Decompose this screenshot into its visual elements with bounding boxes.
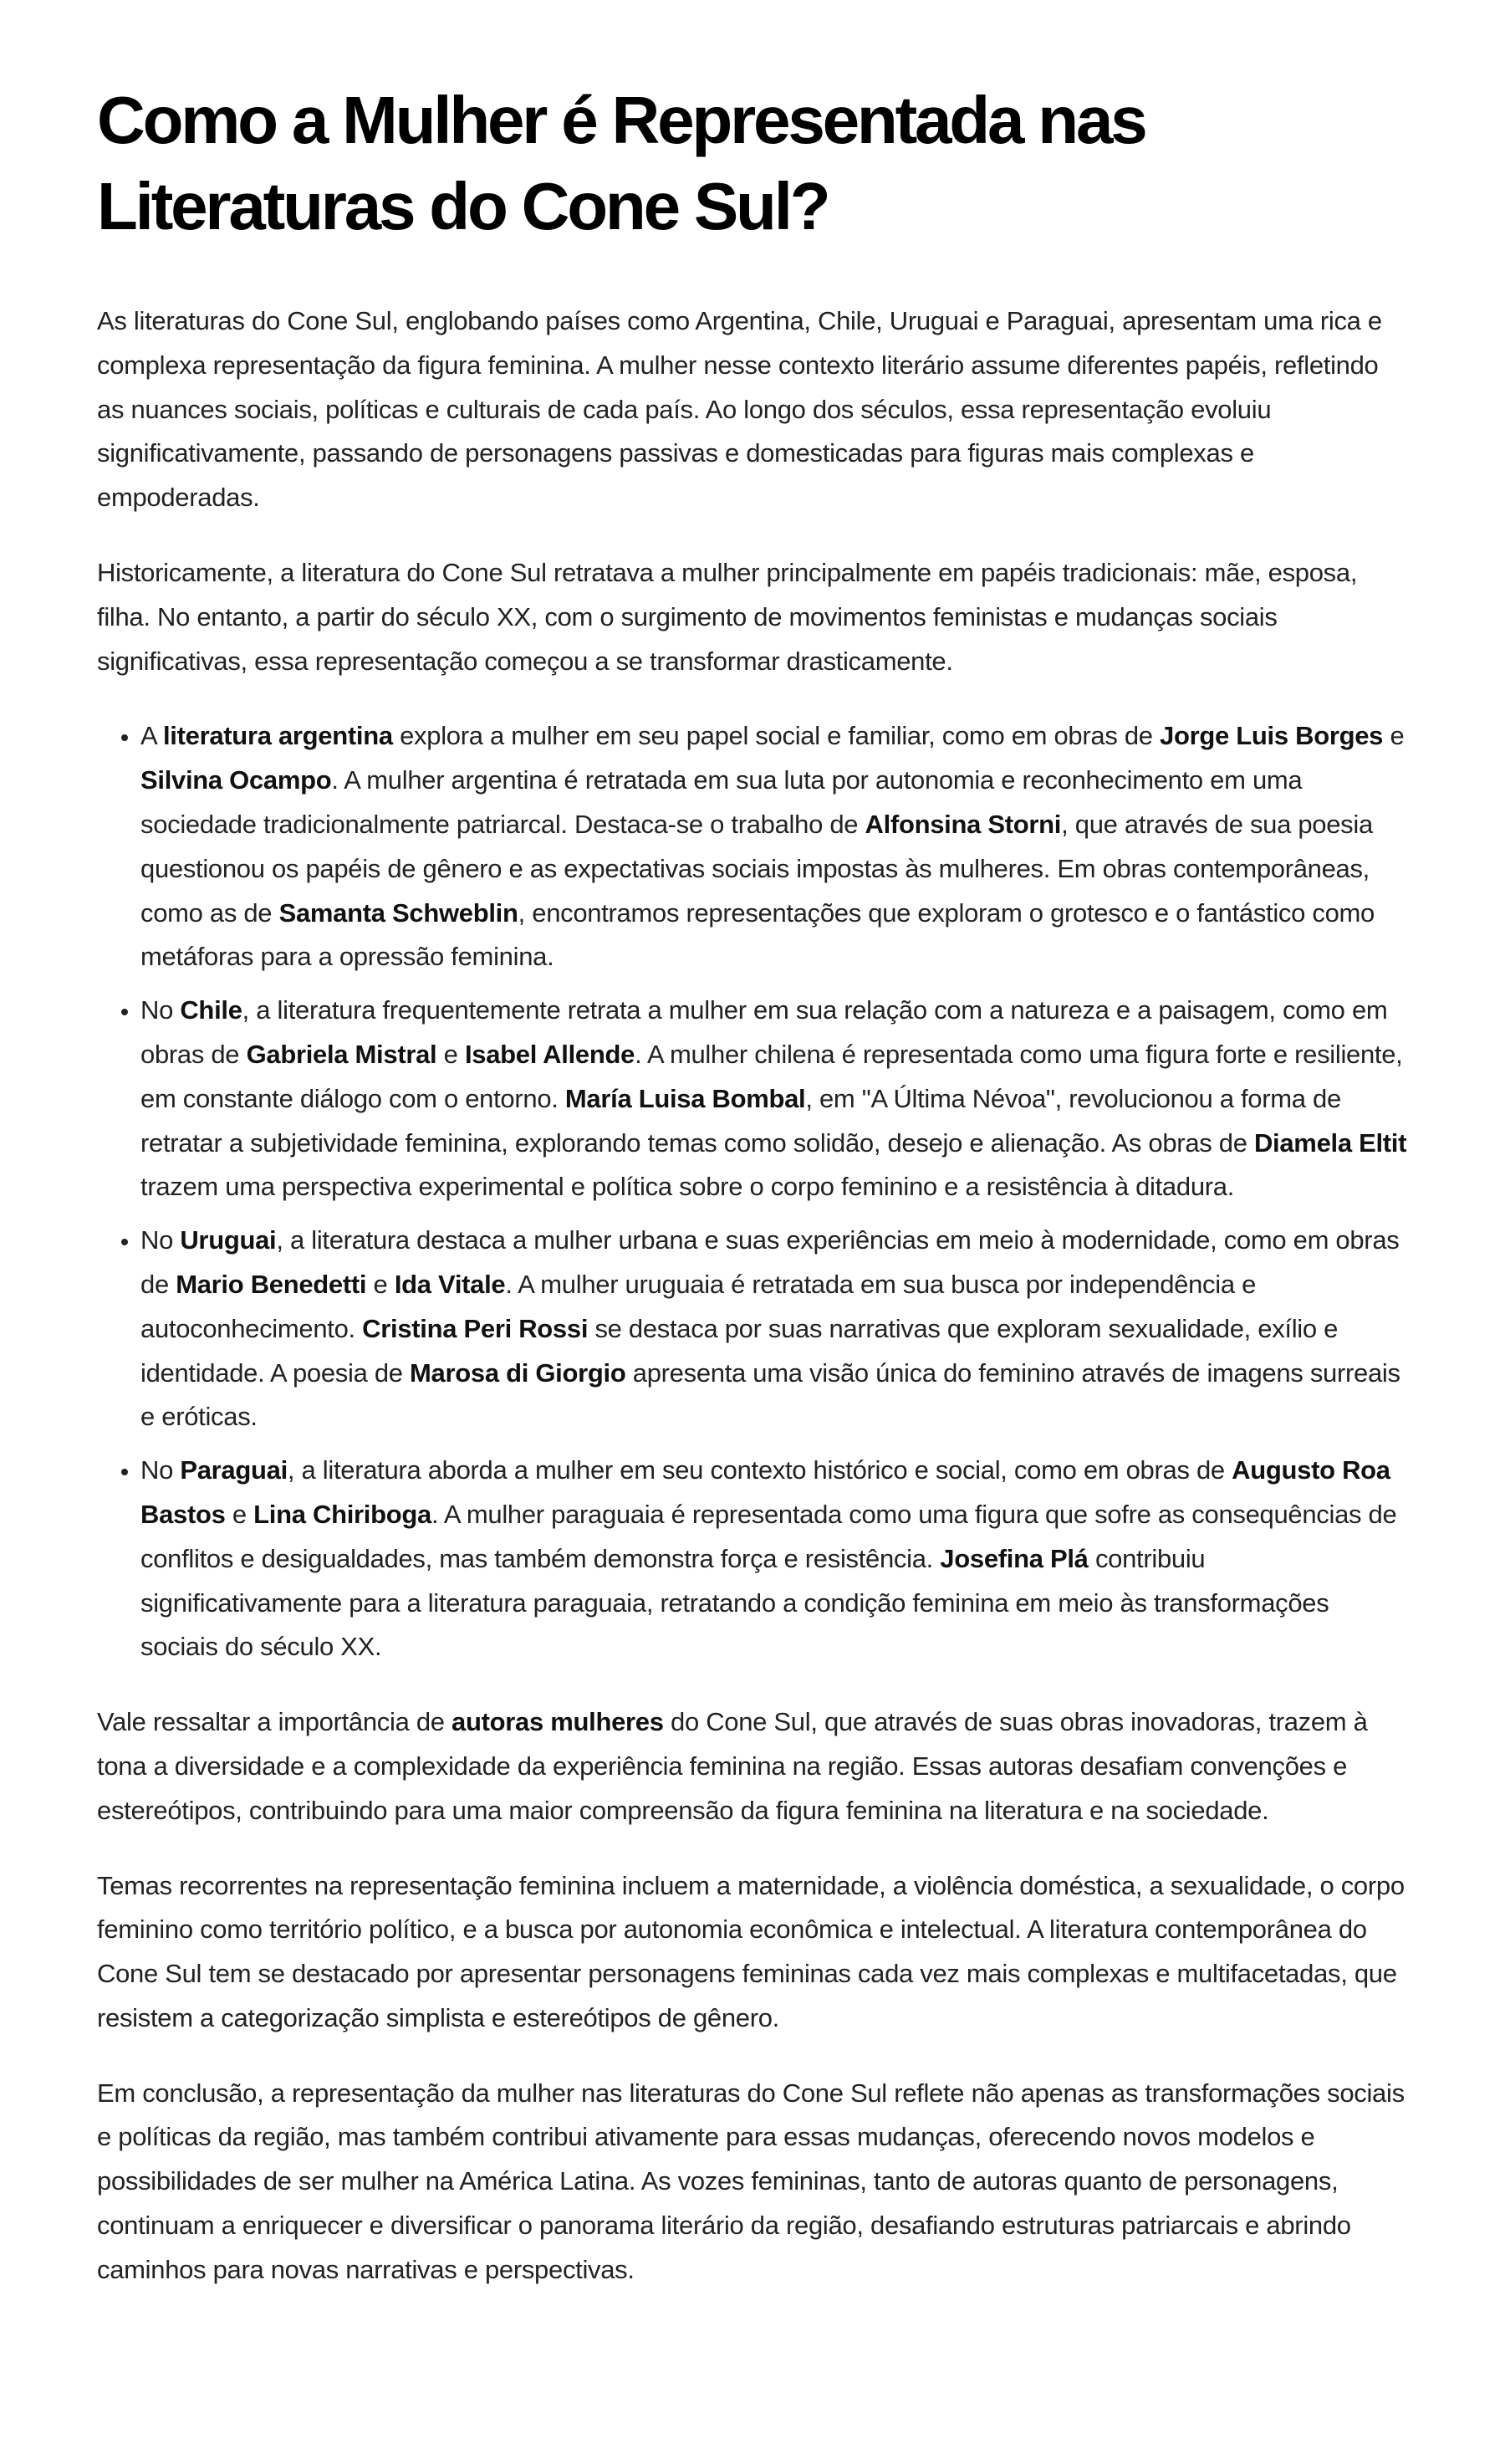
- bold-text: Mario Benedetti: [176, 1269, 367, 1299]
- text-run: se destaca por suas narrativas que exploram sexualidade, exílio e identidade. A poesia de: [140, 1313, 1339, 1388]
- text-run: do Cone Sul, que através de suas obras inovadoras, trazem à tona a diversidade e a complexidade da experiência feminina na região. Essas autoras desafiam convenções e estereótipos, contribuindo para uma maior compreensão da figura feminina na literatura e na sociedade.: [97, 1707, 1368, 1825]
- text-run: , encontramos representações que exploram o grotesco e o fantástico como metáforas para a opressão feminina.: [140, 897, 1375, 972]
- intro-section: [97, 299, 1408, 683]
- paragraph: [97, 551, 1408, 683]
- list-item: [140, 1219, 1408, 1439]
- bold-text: Marosa di Giorgio: [410, 1357, 626, 1388]
- text-run: , que através de sua poesia questionou os papéis de gênero e as expectativas sociais impostas às mulheres. Em obras contemporâneas, como as de: [140, 809, 1373, 928]
- text-run: e: [366, 1269, 395, 1299]
- text-run: , a literatura destaca a mulher urbana e suas experiências em meio à modernidade, como em obras de: [140, 1225, 1400, 1299]
- text-run: , a literatura frequentemente retrata a mulher em sua relação com a natureza e a paisagem, como em obras de: [140, 995, 1388, 1069]
- text-run: . A mulher uruguaia é retratada em sua busca por independência e autoconhecimento.: [140, 1269, 1257, 1343]
- bold-text: Josefina Plá: [940, 1543, 1089, 1573]
- text-run: Temas recorrentes na representação feminina incluem a maternidade, a violência doméstica, a sexualidade, o corpo feminino como território político, e a busca por autonomia econômica e intelectual. A literatura contemporânea do Cone Sul tem se destacado por apresentar personagens femininas cada vez mais complexas e multifacetadas, que resistem a categorização simplista e estereótipos de gênero.: [97, 1870, 1405, 2032]
- text-run: Em conclusão, a representação da mulher nas literaturas do Cone Sul reflete não apenas as transformações sociais e políticas da região, mas também contribui ativamente para essas mudanças, oferecendo novos modelos e possibilidades de ser mulher na América Latina. As vozes femininas, tanto de autoras quanto de personagens, continuam a enriquecer e diversificar o panorama literário da região, desafiando estruturas patriarcais e abrindo caminhos para novas narrativas e perspectivas.: [97, 2078, 1405, 2284]
- bold-text: Silvina Ocampo: [140, 765, 332, 795]
- bold-text: Cristina Peri Rossi: [362, 1313, 589, 1343]
- paragraph: [97, 2072, 1408, 2293]
- bold-text: Paraguai: [180, 1455, 288, 1485]
- bold-text: María Luisa Bombal: [564, 1083, 806, 1113]
- bold-text: Ida Vitale: [394, 1269, 506, 1299]
- text-run: No: [140, 1455, 181, 1485]
- country-list: [97, 714, 1408, 1669]
- bold-text: Isabel Allende: [464, 1039, 635, 1069]
- text-run: No: [140, 995, 181, 1025]
- bold-text: Uruguai: [180, 1225, 277, 1255]
- text-run: . A mulher argentina é retratada em sua luta por autonomia e reconhecimento em uma sociedade tradicionalmente patriarcal. Destaca-se o trabalho de: [140, 765, 1303, 839]
- text-run: e: [1383, 721, 1405, 751]
- text-run: e: [225, 1499, 254, 1529]
- text-run: apresenta uma visão única do feminino através de imagens surreais e eróticas.: [140, 1357, 1400, 1432]
- text-run: . A mulher paraguaia é representada como uma figura que sofre as consequências de conflitos e desigualdades, mas também demonstra força e resistência.: [140, 1499, 1397, 1573]
- list-item: [140, 714, 1408, 979]
- bold-text: Diamela Eltit: [1253, 1127, 1407, 1158]
- bold-text: Chile: [180, 995, 242, 1025]
- bold-text: Gabriela Mistral: [246, 1039, 437, 1069]
- list-item: [140, 1449, 1408, 1669]
- closing-section: [97, 1700, 1408, 2293]
- bold-text: literatura argentina: [162, 721, 393, 751]
- page-title: Como a Mulher é Representada nas Literaturas do Cone Sul?: [97, 83, 1145, 243]
- bold-text: Jorge Luis Borges: [1160, 721, 1384, 751]
- paragraph: [97, 1700, 1408, 1833]
- text-run: No: [140, 1225, 181, 1255]
- text-run: contribuiu significativamente para a literatura paraguaia, retratando a condição feminina em meio às transformações sociais do século XX.: [140, 1543, 1329, 1662]
- bold-text: Lina Chiriboga: [253, 1499, 431, 1529]
- text-run: , a literatura aborda a mulher em seu contexto histórico e social, como em obras de: [287, 1455, 1232, 1485]
- bold-text: Alfonsina Storni: [865, 809, 1062, 839]
- text-run: A: [140, 721, 163, 751]
- bold-text: autoras mulheres: [452, 1707, 664, 1737]
- text-run: e: [436, 1039, 465, 1069]
- text-run: Vale ressaltar a importância de: [97, 1707, 452, 1737]
- text-run: , em "A Última Névoa", revolucionou a forma de retratar a subjetividade feminina, explorando temas como solidão, desejo e alienação. As obras de: [140, 1083, 1341, 1158]
- bold-text: Samanta Schweblin: [278, 897, 518, 928]
- bold-text: Augusto Roa Bastos: [140, 1455, 1390, 1529]
- text-run: trazem uma perspectiva experimental e política sobre o corpo feminino e a resistência à ditadura.: [140, 1172, 1235, 1202]
- paragraph: [97, 299, 1408, 520]
- text-run: As literaturas do Cone Sul, englobando países como Argentina, Chile, Uruguai e Paraguai, apresentam uma rica e complexa representação da figura feminina. A mulher nesse contexto literário assume diferentes papéis, refletindo as nuances sociais, políticas e culturais de cada país. Ao longo dos séculos, essa representação evoluiu significativamente, passando de personagens passivas e domesticadas para figuras mais complexas e empoderadas.: [97, 306, 1382, 513]
- text-run: explora a mulher em seu papel social e familiar, como em obras de: [392, 721, 1161, 751]
- paragraph: [97, 1864, 1408, 2041]
- text-run: . A mulher chilena é representada como uma figura forte e resiliente, em constante diálogo com o entorno.: [140, 1039, 1403, 1113]
- list-item: [140, 989, 1408, 1209]
- text-run: Historicamente, a literatura do Cone Sul retratava a mulher principalmente em papéis tradicionais: mãe, esposa, filha. No entanto, a partir do século XX, com o surgimento de movimentos feministas e mudanças sociais significativas, essa representação começou a se transformar drasticamente.: [97, 557, 1358, 676]
